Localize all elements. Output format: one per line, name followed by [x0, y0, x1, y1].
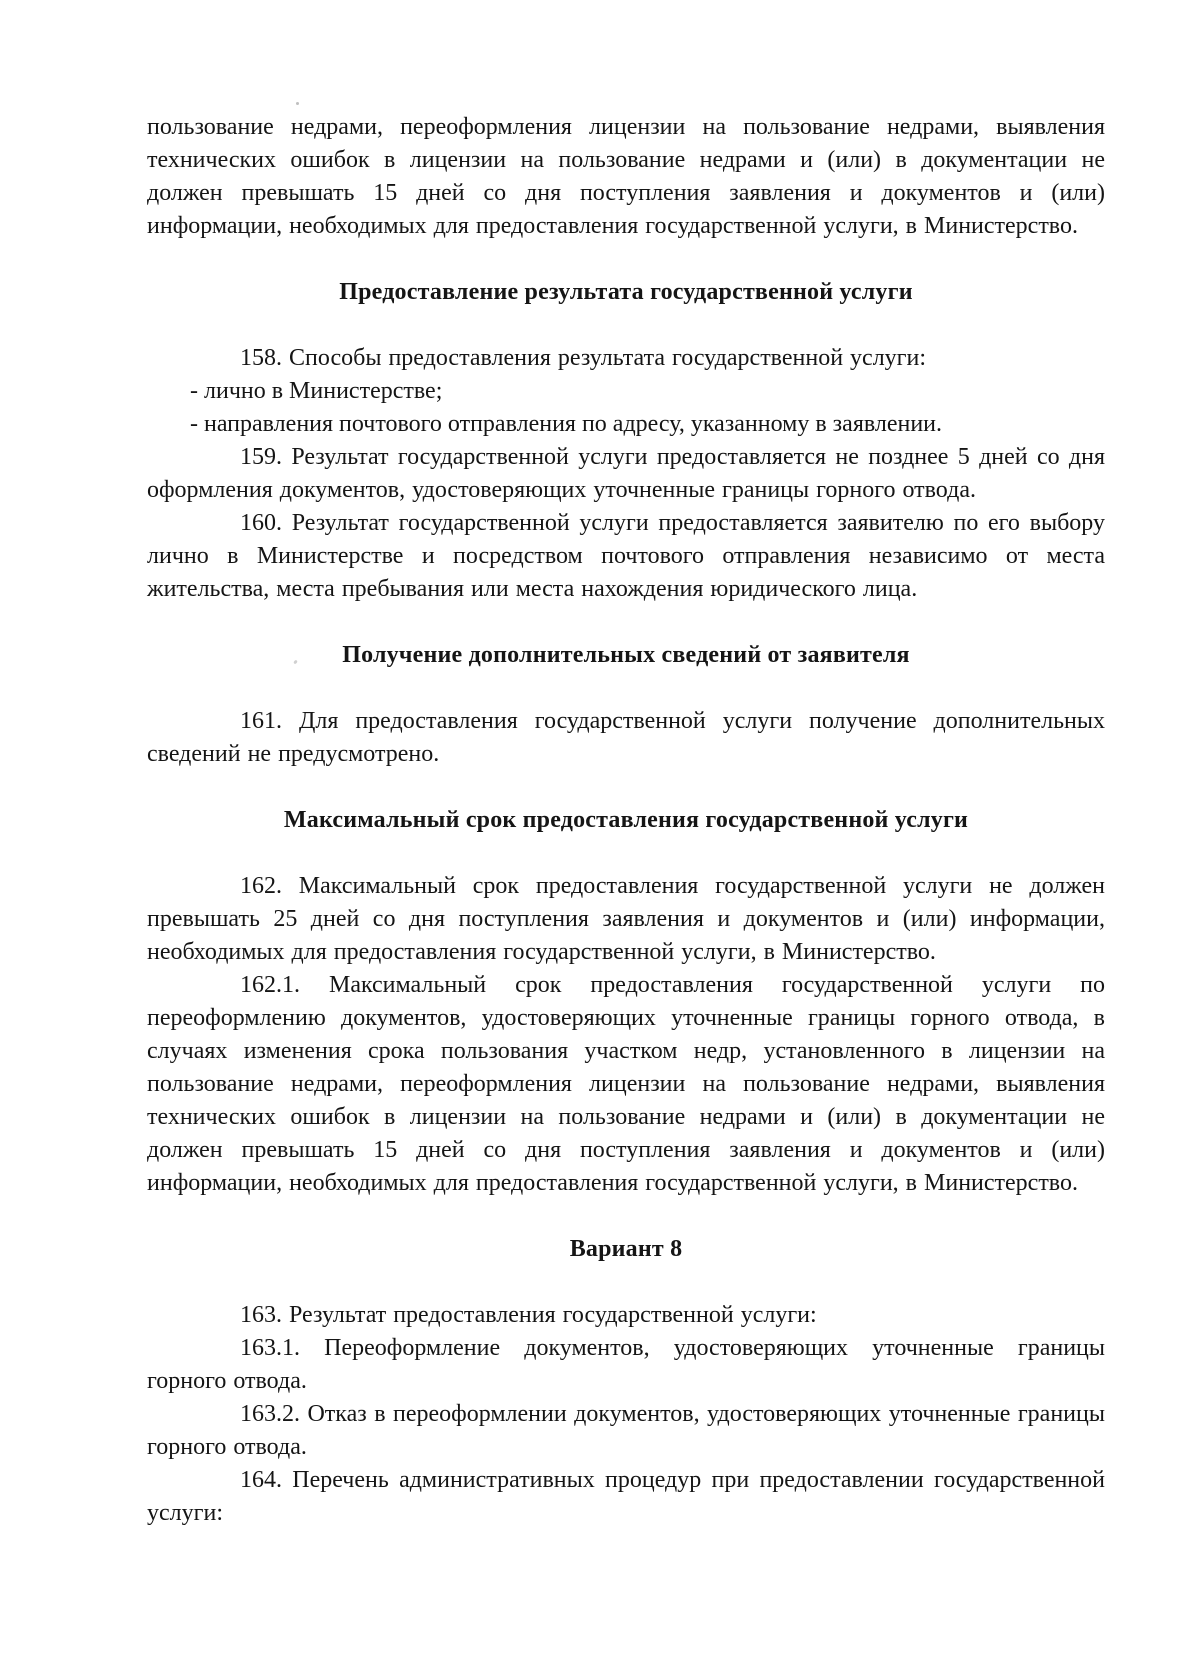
paragraph-163: 163. Результат предоставления государственной услуги: [240, 1302, 817, 1328]
paragraph-161: 161. Для предоставления государственной услуги получение дополнительных сведений не предусмотрено. [147, 708, 1105, 767]
section-heading-variant-8: Вариант 8 [569, 1236, 683, 1262]
paragraph-158: 158. Способы предоставления результата государственной услуги: [240, 345, 927, 371]
section-heading-max-term: Максимальный срок предоставления государственной услуги [283, 807, 969, 833]
list-item-by-mail: - направления почтового отправления по адресу, указанному в заявлении. [190, 411, 943, 437]
section-heading-additional-info: Получение дополнительных сведений от заявителя [342, 642, 910, 668]
paragraph-160: 160. Результат государственной услуги предоставляется заявителю по его выбору лично в Министерстве и посредством почтового отправления независимо от места жительства, места пребывания или места нахождения юридического лица. [147, 510, 1105, 602]
paragraph-159: 159. Результат государственной услуги предоставляется не позднее 5 дней со дня оформления документов, удостоверяющих уточненные границы горного отвода. [147, 444, 1105, 503]
paragraph-162-1: 162.1. Максимальный срок предоставления государственной услуги по переоформлению документов, удостоверяющих уточненные границы горного отвода, в случаях изменения срока пользования участком недр, установленного в лицензии на пользование недрами, переоформления лицензии на пользование недрами, выявления технических ошибок в лицензии на пользование недрами и (или) в документации не должен превышать 15 дней со дня поступления заявления и документов и (или) информации, необходимых для предоставления государственной услуги, в Министерство. [147, 972, 1105, 1196]
paragraph-163-1: 163.1. Переоформление документов, удостоверяющих уточненные границы горного отвода. [147, 1335, 1105, 1394]
paragraph-162: 162. Максимальный срок предоставления государственной услуги не должен превышать 25 дней со дня поступления заявления и документов и (или) информации, необходимых для предоставления государственной услуги, в Министерство. [147, 873, 1105, 965]
list-item-in-person: - лично в Министерстве; [190, 378, 443, 404]
paragraph-164: 164. Перечень административных процедур при предоставлении государственной услуги: [147, 1467, 1105, 1526]
paragraph-continuation: пользование недрами, переоформления лицензии на пользование недрами, выявления технических ошибок в лицензии на пользование недрами и (или) в документации не должен превышать 15 дней со дня поступления заявления и документов и (или) информации, необходимых для предоставления государственной услуги, в Министерство. [147, 114, 1105, 239]
paragraph-163-2: 163.2. Отказ в переоформлении документов, удостоверяющих уточненные границы горного отвода. [147, 1401, 1105, 1460]
scan-artifact [296, 102, 299, 105]
section-heading-result-delivery: Предоставление результата государственной услуги [339, 279, 913, 305]
